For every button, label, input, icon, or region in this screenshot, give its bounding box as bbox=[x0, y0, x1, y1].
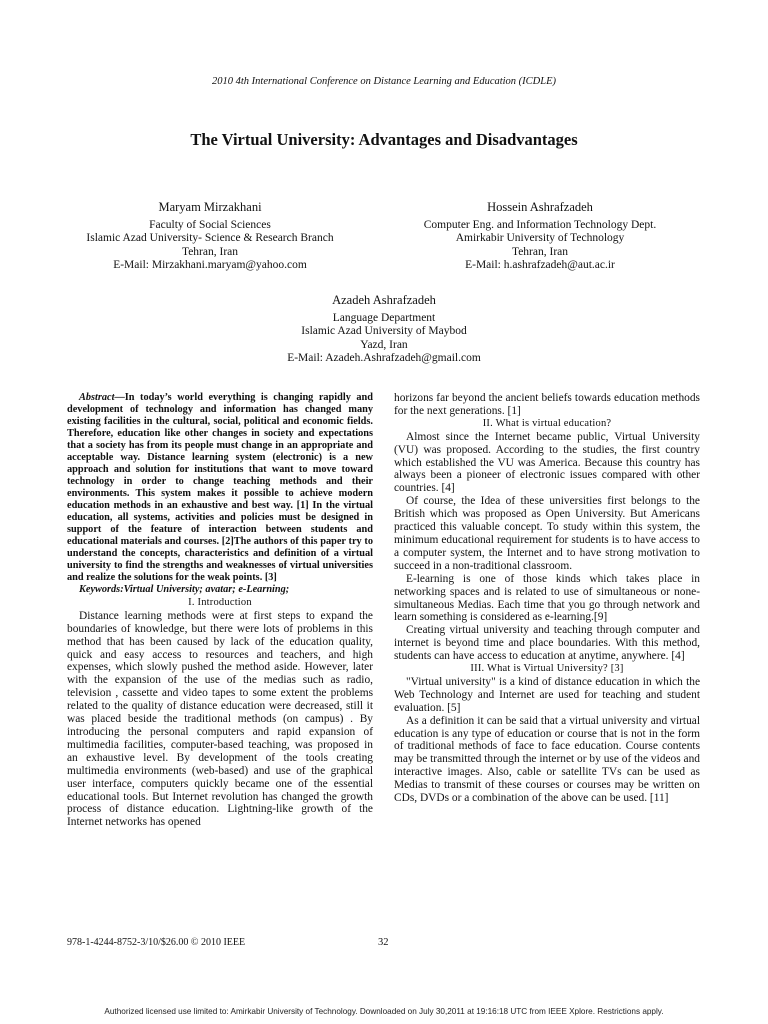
paragraph: "Virtual university" is a kind of distance education in which the Web Technology and Internet are used for teaching and student evaluation. [5] bbox=[394, 675, 700, 714]
author-location: Tehran, Iran bbox=[181, 245, 239, 258]
paragraph: E-learning is one of those kinds which takes place in networking spaces and is related to use of simultaneous or none-simultaneous Medias. Each time that you go through network and learn something is considered as e-learning.[9] bbox=[394, 572, 700, 624]
author-name: Hossein Ashrafzadeh bbox=[487, 200, 593, 214]
author-email: E-Mail: Mirzakhani.maryam@yahoo.com bbox=[113, 259, 307, 271]
author-email: E-Mail: Azadeh.Ashrafzadeh@gmail.com bbox=[287, 352, 481, 364]
abstract-text: —In today’s world everything is changing rapidly and development of technology and information has changed many existing facilities in the cultural, social, political and economic fields. Therefore, education like other changes in society and expectations that a society has from its people must change in an appropriate and acceptable way. Distance learning system (electronic) is a new approach and solution for institutions that want to move toward technology in order to change teaching methods and their environments. This system makes it possible to achieve modern education methods in an exhaustive and best way. [1] In the virtual education, all systems, activities and policies must be designed in support of the feature of interaction between students and educational materials and courses. [2]The authors of this paper try to understand the concepts, characteristics and definition of a virtual university to find the strengths and weaknesses of virtual universities and realize the solutions for the weak points. [3] bbox=[67, 392, 373, 583]
author-location: Yazd, Iran bbox=[360, 338, 408, 351]
license-notice: Authorized licensed use limited to: Amirkabir University of Technology. Downloaded on July 30,2011 at 19:16:18 UTC from IEEE Xplore. Restrictions apply. bbox=[104, 1007, 664, 1016]
author-affiliation: Faculty of Social Sciences bbox=[149, 218, 271, 231]
author-block-3 bbox=[234, 294, 534, 366]
paragraph: Creating virtual university and teaching through computer and internet is beyond time and place boundaries. With this method, students can have access to education at anytime, anywhere. [4] bbox=[394, 624, 700, 663]
author-affiliation: Amirkabir University of Technology bbox=[455, 232, 625, 244]
conference-header: 2010 4th International Conference on Distance Learning and Education (ICDLE) bbox=[211, 76, 557, 87]
paragraph: Distance learning methods were at first steps to expand the boundaries of knowledge, but there were lots of problems in this method that has been caused by lack of the education quality, quick and easy access to resources and teachers, and high expenses, which slowly pushed the method aside. However, later with the expansion of the use of the medias such as radio, television , cassette and video tapes to some extent the problems related to the quality of distance education were decreased, still it was placed beside the traditional methods (on campus) . By introducing the personal computers and rapid expansion of multimedia facilities, computer-based teaching, was proposed in an exhaustive level. By development of the tools creating multimedia environments (web-based) and use of the graphical user interface, computers quickly became one of the essential educational tools. But Internet revolution has changed the growth process of distance education. Lightning-like growth of the Internet networks has opened bbox=[67, 609, 373, 829]
paragraph: Of course, the Idea of these universities first belongs to the British which was proposed as Open University. But Americans practiced this valuable concept. To study within this system, the minimum educational requirement for students is to have access to a computer system, the Internet and to have strong motivation to succeed in a non-traditional classroom. bbox=[394, 495, 700, 572]
paper-title: The Virtual University: Advantages and Disadvantages bbox=[190, 130, 578, 149]
author-affiliation: Computer Eng. and Information Technology Dept. bbox=[423, 218, 657, 231]
author-affiliation: Language Department bbox=[332, 311, 436, 324]
right-column bbox=[394, 392, 700, 805]
author-email: E-Mail: h.ashrafzadeh@aut.ac.ir bbox=[465, 259, 615, 271]
section-heading-virtual-education: II. What is virtual education? bbox=[482, 417, 612, 429]
author-name: Azadeh Ashrafzadeh bbox=[332, 293, 436, 307]
author-location: Tehran, Iran bbox=[511, 245, 569, 258]
author-name: Maryam Mirzakhani bbox=[158, 200, 262, 214]
author-affiliation: Islamic Azad University of Maybod bbox=[301, 325, 467, 337]
section-heading-introduction: I. Introduction bbox=[188, 596, 252, 608]
author-block-1 bbox=[70, 201, 350, 273]
page-number: 32 bbox=[378, 937, 389, 948]
paragraph: horizons far beyond the ancient beliefs towards education methods for the next generations. [1] bbox=[394, 392, 700, 417]
author-affiliation: Islamic Azad University- Science & Research Branch bbox=[86, 232, 334, 244]
author-block-2 bbox=[400, 201, 680, 273]
left-column bbox=[67, 392, 373, 829]
paragraph: As a definition it can be said that a virtual university and virtual education is any type of education or course that is not in the form of traditional methods of face to face education. Course contents may be transmitted through the internet or by use of the videos and interactive images. Also, cable or satellite TVs can be used as Medias to transmit of these courses or courses may be written on CDs, DVDs or a combination of the above can be used. [11] bbox=[394, 714, 700, 805]
section-heading-virtual-university: III. What is Virtual University? [3] bbox=[470, 663, 624, 675]
abstract-label: Abstract bbox=[79, 392, 115, 403]
keywords: Keywords:Virtual University; avatar; e-Learning; bbox=[79, 584, 290, 595]
abstract bbox=[67, 392, 373, 584]
copyright-isbn: 978-1-4244-8752-3/10/$26.00 © 2010 IEEE bbox=[67, 937, 246, 948]
paragraph: Almost since the Internet became public, Virtual University (VU) was proposed. According to the studies, the first country which established the VU was America. Because this country has always been a pioneer of electronic issues compared with other countries. [4] bbox=[394, 430, 700, 495]
